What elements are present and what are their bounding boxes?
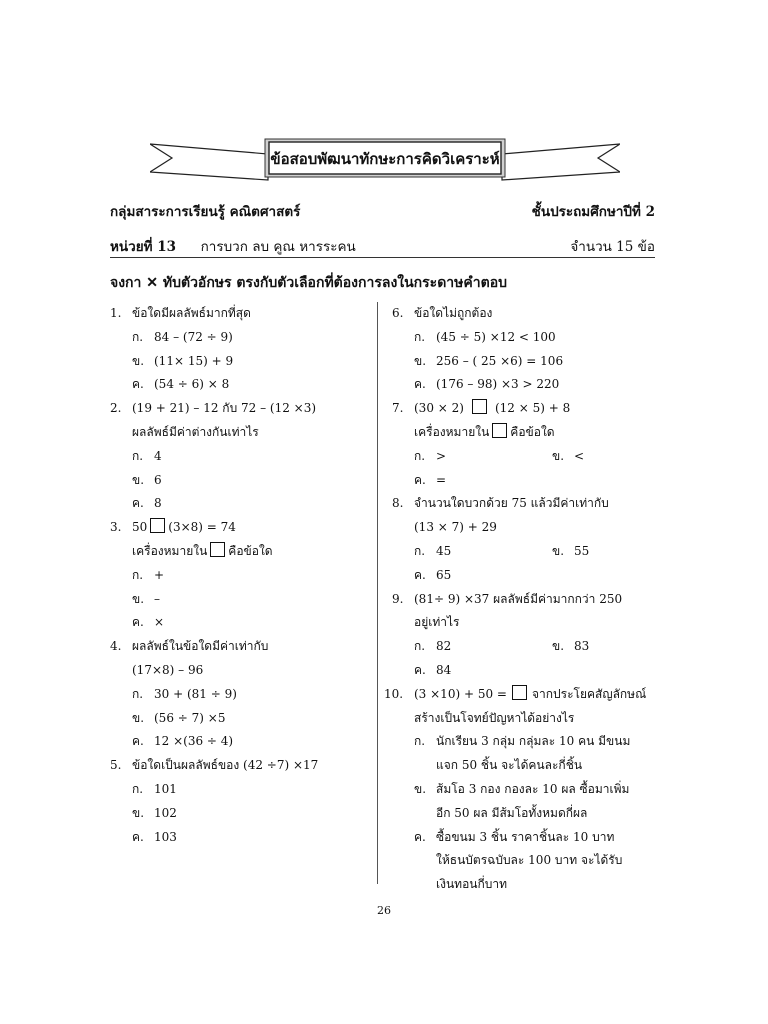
option-text: 65 [436,567,452,582]
option-text-line2: อีก 50 ผล มีส้มโอทั้งหมดกี่ผล [436,805,588,820]
blank-box-icon [150,518,165,533]
option-text: 12 ×(36 ÷ 4) [154,734,234,749]
option-text: 256 – ( 25 ×6) = 106 [436,353,564,368]
option-label: ก. [414,329,426,344]
option-label: ข. [132,353,145,368]
option[interactable] [392,730,662,754]
question-text [414,397,570,421]
question-text [132,516,236,540]
option[interactable] [110,492,372,516]
option-label: ก. [414,639,426,654]
unit-name: การบวก ลบ คูณ หารระคน [200,239,356,255]
option-label: ก. [414,448,426,463]
left-column [110,302,372,849]
option[interactable] [392,826,662,850]
option[interactable] [110,778,372,802]
title-banner [150,136,620,186]
question-10 [384,683,662,897]
option-text: (11× 15) + 9 [154,353,234,368]
grade-label: ชั้นประถมศึกษาปีที่ 2 [531,204,655,220]
option-text-line3: เงินทอนกี่บาท [436,877,508,892]
question-7 [392,397,662,492]
option-text: ซื้อขนม 3 ชิ้น ราคาชิ้นละ 10 บาท [436,829,615,844]
option-label: ข. [414,781,427,796]
option[interactable] [110,802,372,826]
question-text: ข้อใดไม่ถูกต้อง [414,306,493,320]
blank-box-icon [210,542,225,557]
option-row[interactable] [392,540,662,564]
question-text-line2: (13 × 7) + 29 [414,520,497,535]
question-3 [110,516,372,635]
option[interactable] [392,373,662,397]
option[interactable] [110,826,372,850]
option-text: 83 [574,639,590,654]
option-text: (176 – 98) ×3 > 220 [436,377,560,392]
option-text: 45 [436,543,452,558]
option-text: 102 [154,805,177,820]
option-label: ค. [414,662,426,677]
page-number: 26 [377,904,391,917]
option-text-line2: ให้ธนบัตรฉบับละ 100 บาท จะได้รับ [436,853,623,868]
option-text: (45 ÷ 5) ×12 < 100 [436,329,556,344]
question-5 [110,754,372,849]
question-6 [392,302,662,397]
option[interactable] [392,778,662,802]
header-divider [110,257,655,258]
option-label: ก. [132,781,144,796]
option-label: ก. [132,448,144,463]
question-text-line2: อยู่เท่าไร [414,615,460,630]
option-continuation [392,873,662,897]
expr-part: (30 × 2) [414,401,464,416]
option-continuation [392,849,662,873]
option-text-line2: แจก 50 ชิ้น จะได้คนละกี่ชิ้น [436,758,583,773]
column-divider [377,302,378,884]
question-text: ผลลัพธ์ในข้อใดมีค่าเท่ากับ [132,639,269,654]
question-8 [392,492,662,587]
unit-label: หน่วยที่ 13 [110,239,177,255]
question-text: (81÷ 9) ×37 ผลลัพธ์มีค่ามากกว่า 250 [414,591,623,606]
option[interactable] [110,350,372,374]
option[interactable] [392,350,662,374]
option[interactable] [110,588,372,612]
option-label: ค. [132,734,144,749]
option-text: 101 [154,781,177,796]
option-text: 8 [154,496,162,511]
question-1 [110,302,372,397]
option[interactable] [110,373,372,397]
instruction: จงกา ✕ ทับตัวอักษร ตรงกับตัวเลือกที่ต้องการลงในกระดาษคำตอบ [110,275,507,291]
blank-box-icon [472,399,487,414]
question-4 [110,635,372,754]
option-label: ข. [132,710,145,725]
question-number: 7. [392,401,404,416]
option-text: 82 [436,639,452,654]
question-count: จำนวน 15 ข้อ [570,239,655,255]
option-text: 6 [154,472,162,487]
question-number: 1. [110,306,122,320]
expr-part: 50 [132,520,148,535]
option-label: ข. [552,448,565,463]
option[interactable] [110,445,372,469]
option-continuation [392,754,662,778]
option-text: 103 [154,829,177,844]
option-label: ข. [132,472,145,487]
right-column [384,302,662,897]
option-text: นักเรียน 3 กลุ่ม กลุ่มละ 10 คน มีขนม [436,734,631,749]
question-9 [392,588,662,683]
option[interactable] [110,730,372,754]
question-text-line2: ผลลัพธ์มีค่าต่างกันเท่าไร [132,424,259,439]
option-label: ค. [414,829,426,844]
page-title: ข้อสอบพัฒนาทักษะการคิดวิเคราะห์ [270,150,500,168]
expr-part: (12 × 5) + 8 [494,401,571,416]
question-text-line2: (17×8) – 96 [132,662,204,677]
question-number: 10. [384,686,404,701]
option[interactable] [392,326,662,350]
text-part: เครื่องหมายใน [132,543,208,558]
option-text: = [436,472,447,487]
question-number: 9. [392,591,404,606]
option-label: ก. [414,734,426,749]
option-label: ค. [414,567,426,582]
option-label: ข. [414,353,427,368]
question-number: 6. [392,306,404,320]
option-label: ข. [132,591,145,606]
option-label: ข. [552,543,565,558]
option-label: ข. [552,639,565,654]
option-text: 4 [154,448,162,463]
text-part: คือข้อใด [228,543,273,558]
option-continuation [392,802,662,826]
text-part: จากประโยคสัญลักษณ์ [531,686,647,701]
option-text: < [574,448,585,463]
option[interactable] [110,683,372,707]
option-label: ก. [132,329,144,344]
option-label: ค. [414,472,426,487]
question-text: จำนวนใดบวกด้วย 75 แล้วมีค่าเท่ากับ [414,496,609,511]
question-text [414,683,646,707]
option[interactable] [392,659,662,683]
question-text-line2 [414,421,555,445]
question-number: 2. [110,401,122,416]
blank-box-icon [512,685,527,700]
option[interactable] [110,611,372,635]
option-label: ค. [132,377,144,392]
option-row[interactable] [392,635,662,659]
question-text: ข้อใดเป็นผลลัพธ์ของ (42 ÷7) ×17 [132,758,319,773]
question-text: ข้อใดมีผลลัพธ์มากที่สุด [132,306,251,320]
option[interactable] [110,326,372,350]
question-number: 3. [110,520,122,535]
option-text: × [154,615,165,630]
option-text: 30 + (81 ÷ 9) [154,686,237,701]
option-text: 84 – (72 ÷ 9) [154,329,233,344]
option-label: ก. [132,686,144,701]
option[interactable] [392,564,662,588]
option[interactable] [392,469,662,493]
option-label: ก. [132,567,144,582]
option-label: ค. [132,615,144,630]
option-text: (56 ÷ 7) ×5 [154,710,226,725]
option-text: – [154,591,160,606]
question-number: 8. [392,496,404,511]
option-text: > [436,448,447,463]
option-label: ค. [132,829,144,844]
option-text: + [154,567,165,582]
option-label: ค. [414,377,426,392]
unit-info [110,235,356,257]
question-number: 5. [110,758,122,773]
expr-part: (3×8) = 74 [168,520,236,535]
question-text-line2 [132,540,273,564]
question-2 [110,397,372,516]
subject-label: กลุ่มสาระการเรียนรู้ คณิตศาสตร์ [110,204,301,220]
option-text: ส้มโอ 3 กอง กองละ 10 ผล ซื้อมาเพิ่ม [436,781,630,796]
option-text: 55 [574,543,590,558]
question-number: 4. [110,639,122,654]
question-text-line2: สร้างเป็นโจทย์ปัญหาได้อย่างไร [414,710,575,725]
blank-box-icon [492,423,507,438]
text-part: เครื่องหมายใน [414,424,490,439]
option-row[interactable] [392,445,662,469]
option-label: ข. [132,805,145,820]
text-part: คือข้อใด [510,424,555,439]
option[interactable] [110,469,372,493]
option-label: ก. [414,543,426,558]
question-text: (19 + 21) – 12 กับ 72 – (12 ×3) [132,401,317,416]
option-text: 84 [436,662,452,677]
option-label: ค. [132,496,144,511]
option-text: (54 ÷ 6) × 8 [154,377,230,392]
expr-part: (3 ×10) + 50 = [414,686,507,701]
option[interactable] [110,564,372,588]
option[interactable] [110,707,372,731]
